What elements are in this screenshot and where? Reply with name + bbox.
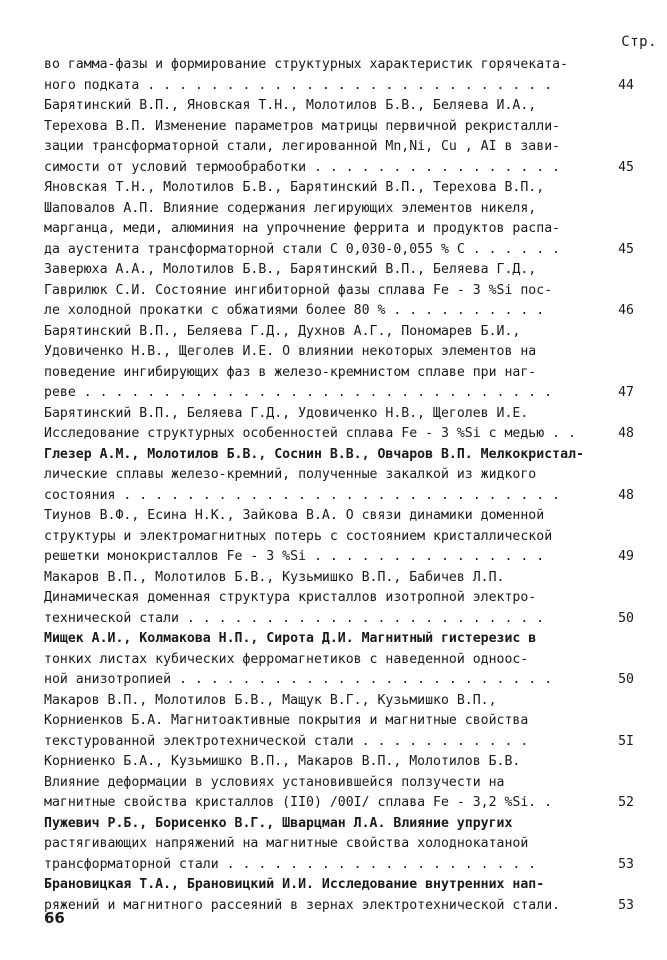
- toc-line: [44, 814, 634, 835]
- toc-line: [44, 363, 634, 384]
- toc-line-text: Барятинский В.П., Яновская Т.Н., Молотилов Б.В., Беляева И.А.,: [44, 98, 537, 113]
- toc-line-text: Динамическая доменная структура кристаллов изотропной электро-: [44, 590, 537, 605]
- toc-line-text: поведение ингибирующих фаз в железо-кремнистом сплаве при наг-: [44, 364, 537, 380]
- toc-line-text: решетки монокристаллов Fe - 3 %Si . . . . . . . . . . . . . . .: [44, 549, 545, 564]
- toc-line: [44, 691, 634, 712]
- toc-line: [44, 219, 634, 240]
- toc-page-ref: 45: [618, 241, 634, 257]
- toc-entry: [44, 445, 634, 507]
- toc-line-text: тонких листах кубических ферромагнетиков с наведенной одноос-: [44, 651, 529, 667]
- toc-line-text: ной анизотропией . . . . . . . . . . . . . . . . . . . . . . . .: [44, 672, 553, 687]
- toc-line: [44, 383, 634, 404]
- toc-line: [44, 896, 634, 917]
- toc-line-text: Влияние деформации в условиях установившейся ползучести на: [44, 774, 505, 790]
- toc-line: [44, 834, 634, 855]
- toc-line: [44, 240, 634, 261]
- toc-line-text: трансформаторной стали . . . . . . . . . . . . . . . . . . . .: [44, 856, 537, 872]
- toc-line: [44, 342, 634, 363]
- toc-entry: [44, 752, 634, 814]
- toc-line: [44, 404, 634, 425]
- toc-line-text: Заверюха А.А., Молотилов Б.В., Барятинский В.П., Беляева Г.Д.,: [44, 262, 537, 277]
- toc-line: [44, 773, 634, 794]
- toc-line-text: да аустенита трансформаторной стали С 0,030-0,055 % С . . . . . .: [44, 241, 561, 257]
- toc-line: [44, 732, 634, 753]
- toc-entry: [44, 322, 634, 404]
- toc-line: [44, 96, 634, 117]
- page-column-header: Стр.: [621, 34, 657, 50]
- toc-line-text: Макаров В.П., Молотилов Б.В., Мащук В.Г., Кузьмишко В.П.,: [44, 692, 497, 708]
- toc-line-text: Корниенков Б.А. Магнитоактивные покрытия и магнитные свойства: [44, 713, 529, 728]
- toc-line: [44, 199, 634, 220]
- toc-line-text: Исследование структурных особенностей сплава Fe - 3 %Si с медью . .: [44, 426, 576, 441]
- toc-line: [44, 301, 634, 322]
- page-number: 66: [44, 909, 65, 927]
- toc-line-text: текстурованной электротехнической стали . . . . . . . . . . .: [44, 733, 529, 749]
- toc-line: [44, 55, 634, 76]
- toc-line-text: лические сплавы железо-кремний, полученные закалкой из жидкого: [44, 467, 537, 482]
- toc-entry: [44, 875, 634, 916]
- toc-line: [44, 486, 634, 507]
- toc-line: [44, 711, 634, 732]
- toc-line: [44, 117, 634, 138]
- toc-page-ref: 47: [618, 385, 634, 400]
- toc-line-text: Удовиченко Н.В., Щеголев И.Е. О влиянии некоторых элементов на: [44, 344, 537, 359]
- toc-line-text: симости от условий термообработки . . . . . . . . . . . . . . . .: [44, 159, 561, 175]
- toc-line-text: марганца, меди, алюминия на упрочнение феррита и продуктов распа-: [44, 221, 561, 236]
- toc-line: [44, 793, 634, 814]
- toc-line-text: Макаров В.П., Молотилов Б.В., Кузьмишко В.П., Бабичев Л.П.: [44, 569, 505, 585]
- toc-entry: [44, 260, 634, 322]
- toc-entry: [44, 96, 634, 178]
- toc-line-text: ного подката . . . . . . . . . . . . . . . . . . . . . . . . . .: [44, 77, 553, 93]
- toc-entry: [44, 55, 634, 96]
- toc-line-text: Глезер А.М., Молотилов Б.В., Соснин В.В., Овчаров В.П. Мелкокристал-: [44, 446, 584, 462]
- toc-line: [44, 568, 634, 589]
- toc-line-text: во гамма-фазы и формирование структурных характеристик горячеката-: [44, 57, 569, 72]
- toc-line: [44, 650, 634, 671]
- toc-page-ref: 53: [618, 897, 634, 913]
- toc-line: [44, 178, 634, 199]
- toc-page-ref: 48: [618, 487, 634, 503]
- toc-page-ref: 45: [618, 159, 634, 175]
- toc-entry: [44, 404, 634, 445]
- toc-line-text: Шаповалов А.П. Влияние содержания легирующих элементов никеля,: [44, 200, 537, 216]
- toc-line-text: структуры и электромагнитных потерь с состоянием кристаллической: [44, 528, 553, 544]
- toc-page-ref: 48: [618, 426, 634, 441]
- toc-page-ref: 53: [618, 856, 634, 872]
- toc-line: [44, 322, 634, 343]
- toc-entry: [44, 506, 634, 568]
- toc-line: [44, 527, 634, 548]
- toc-page-ref: 44: [618, 77, 634, 93]
- toc-line-text: Яновская Т.Н., Молотилов Б.В., Барятинский В.П., Терехова В.П.,: [44, 180, 545, 195]
- toc-line: [44, 260, 634, 281]
- toc-line: [44, 281, 634, 302]
- toc-line: [44, 445, 634, 466]
- toc-line: [44, 158, 634, 179]
- toc-line-text: Брановицкая Т.А., Брановицкий И.И. Исследование внутренних нап-: [44, 877, 545, 892]
- toc-page-ref: 52: [618, 795, 634, 810]
- toc-line-text: Тиунов В.Ф., Есина Н.К., Зайкова В.А. О связи динамики доменной: [44, 508, 545, 523]
- toc-entry: [44, 814, 634, 876]
- toc-line: [44, 588, 634, 609]
- toc-line-text: растягивающих напряжений на магнитные свойства холоднокатаной: [44, 836, 529, 851]
- toc-line-text: Корниенко Б.А., Кузьмишко В.П., Макаров В.П., Молотилов Б.В.: [44, 754, 521, 769]
- toc-entry: [44, 568, 634, 630]
- toc-line-text: Мищек А.И., Колмакова Н.П., Сирота Д.И. Магнитный гистерезис в: [44, 631, 537, 646]
- toc-line: [44, 855, 634, 876]
- toc-line-text: ряжений и магнитного рассеяний в зернах электротехнической стали.: [44, 897, 561, 913]
- toc-entry: [44, 691, 634, 753]
- toc-line-text: Пужевич Р.Б., Борисенко В.Г., Шварцман Л.А. Влияние упругих: [44, 815, 513, 831]
- toc-line: [44, 547, 634, 568]
- toc-page-ref: 46: [618, 303, 634, 318]
- toc-line: [44, 670, 634, 691]
- toc-line-text: состояния . . . . . . . . . . . . . . . . . . . . . . . . . . . .: [44, 487, 561, 503]
- toc-line-text: технической стали . . . . . . . . . . . . . . . . . . . . . . .: [44, 610, 545, 626]
- toc-entry: [44, 178, 634, 260]
- toc-line-text: Барятинский В.П., Беляева Г.Д., Духнов А.Г., Пономарев Б.И.,: [44, 323, 521, 339]
- toc-line-text: Гаврилюк С.И. Состояние ингибиторной фазы сплава Fe - 3 %Si пос-: [44, 282, 553, 298]
- toc-line-text: зации трансформаторной стали, легированной Mn,Ni, Cu , AI в зави-: [44, 139, 561, 154]
- toc-page-ref: 5I: [618, 733, 634, 749]
- toc-line: [44, 465, 634, 486]
- toc-line: [44, 609, 634, 630]
- toc-line: [44, 875, 634, 896]
- toc-line: [44, 76, 634, 97]
- toc-page-ref: 50: [618, 672, 634, 687]
- toc-line: [44, 506, 634, 527]
- toc-line: [44, 752, 634, 773]
- toc-entry: [44, 629, 634, 691]
- toc-page-ref: 50: [618, 610, 634, 626]
- toc-line: [44, 629, 634, 650]
- toc-line-text: Терехова В.П. Изменение параметров матрицы первичной рекристалли-: [44, 118, 561, 134]
- toc-entries: [44, 55, 634, 916]
- toc-page-ref: 49: [618, 549, 634, 564]
- toc-line-text: магнитные свойства кристаллов (II0) /00I/ сплава Fe - 3,2 %Si. .: [44, 795, 553, 810]
- toc-line-text: реве . . . . . . . . . . . . . . . . . . . . . . . . . . . . . .: [44, 385, 553, 400]
- toc-line-text: ле холодной прокатки с обжатиями более 80 % . . . . . . . . . .: [44, 303, 545, 318]
- toc-line-text: Барятинский В.П., Беляева Г.Д., Удовиченко Н.В., Щеголев И.Е.: [44, 405, 529, 421]
- toc-line: [44, 424, 634, 445]
- toc-line: [44, 137, 634, 158]
